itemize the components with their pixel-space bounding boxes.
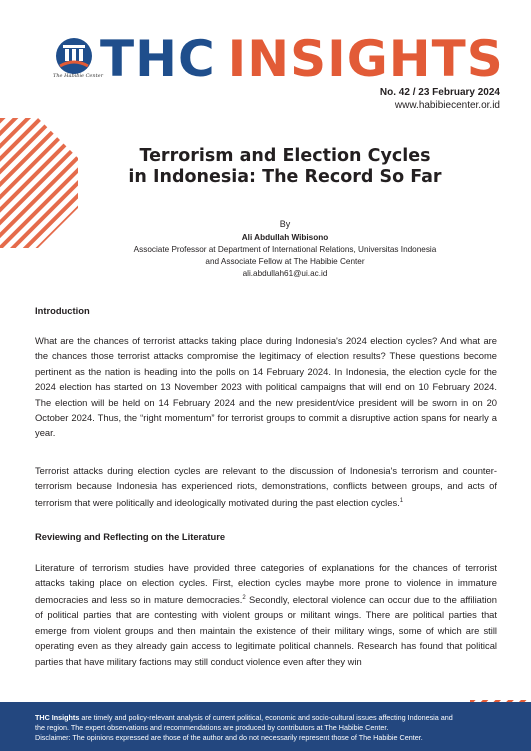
issue-info (380, 86, 500, 112)
by-label: By (279, 219, 291, 229)
literature-paragraph-1b: Secondly, electoral violence can occur due to the affiliation of political parties that are contesting with violent groups or militant wings. There are political parties that emerge from violent groups and then maintain the existence of their military wings, some of which are still operating even as they already gain access to legitimate political channels. Research has found that political parties that have military factions may still conduct violence even after they win (35, 593, 497, 667)
brand-insights: INSIGHTS (227, 30, 504, 88)
footer-brand: THC Insights (35, 713, 80, 722)
decorative-pattern-left-icon (0, 118, 78, 248)
author-affiliation-1: Associate Professor at Department of International Relations, Universitas Indonesia (133, 245, 437, 254)
title-line-2: in Indonesia: The Record So Far (128, 167, 442, 187)
footer-banner (0, 702, 531, 751)
brand-wordmark (100, 30, 504, 88)
author-affiliation-2: and Associate Fellow at The Habibie Center (205, 257, 365, 266)
literature-paragraph-1 (35, 560, 497, 669)
footnote-ref-2[interactable]: 2 (242, 594, 246, 601)
logo-subtitle: The Habibie Center (53, 73, 103, 79)
issue-number: No. 42 / 23 February 2024 (379, 87, 500, 98)
title-line-1: Terrorism and Election Cycles (139, 146, 431, 166)
author-email[interactable]: ali.abdullah61@ui.ac.id (242, 269, 328, 278)
section-heading-introduction: Introduction (35, 305, 90, 316)
literature-paragraph-1a: Literature of terrorism studies have provided three categories of explanations for the chances of terrorist attacks taking place on election cycles. First, election cycles maybe more prone to violence in immature democracies and less so in mature democracies. (35, 562, 497, 605)
brand-thc: THC (100, 30, 216, 88)
footer-disclaimer: Disclaimer: The opinions expressed are those of the author and do not necessarily represent those of The Habibie Center. (35, 733, 423, 743)
website-link[interactable]: www.habibiecenter.or.id (394, 100, 500, 111)
habibie-center-emblem-icon (54, 36, 94, 76)
intro-paragraph-2-text: Terrorist attacks during election cycles are relevant to the discussion of Indonesia's terrorism and counter-terrorism because Indonesia has experienced riots, demonstrations, conflicts between groups, and acts of terrorism that were politically and ideologically motivated during the past election cycles. (35, 465, 497, 508)
footnote-ref-1[interactable]: 1 (399, 497, 404, 504)
intro-paragraph-2 (35, 463, 497, 510)
author-name: Ali Abdullah Wibisono (241, 233, 329, 242)
footer-text (35, 713, 463, 744)
intro-paragraph-1: What are the chances of terrorist attacks taking place during Indonesia's 2024 election cycles? And what are the chances those terrorist attacks compromise the legitimacy of election results? These questions become pertinent as the nation is heading into the polls on 14 February 2024. In Indonesia, the election cycle for the 2024 election has started on 13 November 2023 with political campaigns that will end on 10 February 2024. The election will be held on 14 February 2024 and the new president/vice president will be sworn in on 20 October 2024. Thus, the “right momentum” for terrorist groups to commit a disruptive action spans for nearly a year. (35, 335, 497, 439)
section-heading-literature: Reviewing and Reflecting on the Literature (35, 531, 226, 542)
byline (100, 218, 470, 280)
article-title (90, 146, 480, 188)
footer-description: are timely and policy-relevant analysis of current political, economic and socio-cultural issues affecting Indonesia and the region. The expert observations and recommendations are produced by contributors at The Habibie Center. (35, 713, 453, 733)
